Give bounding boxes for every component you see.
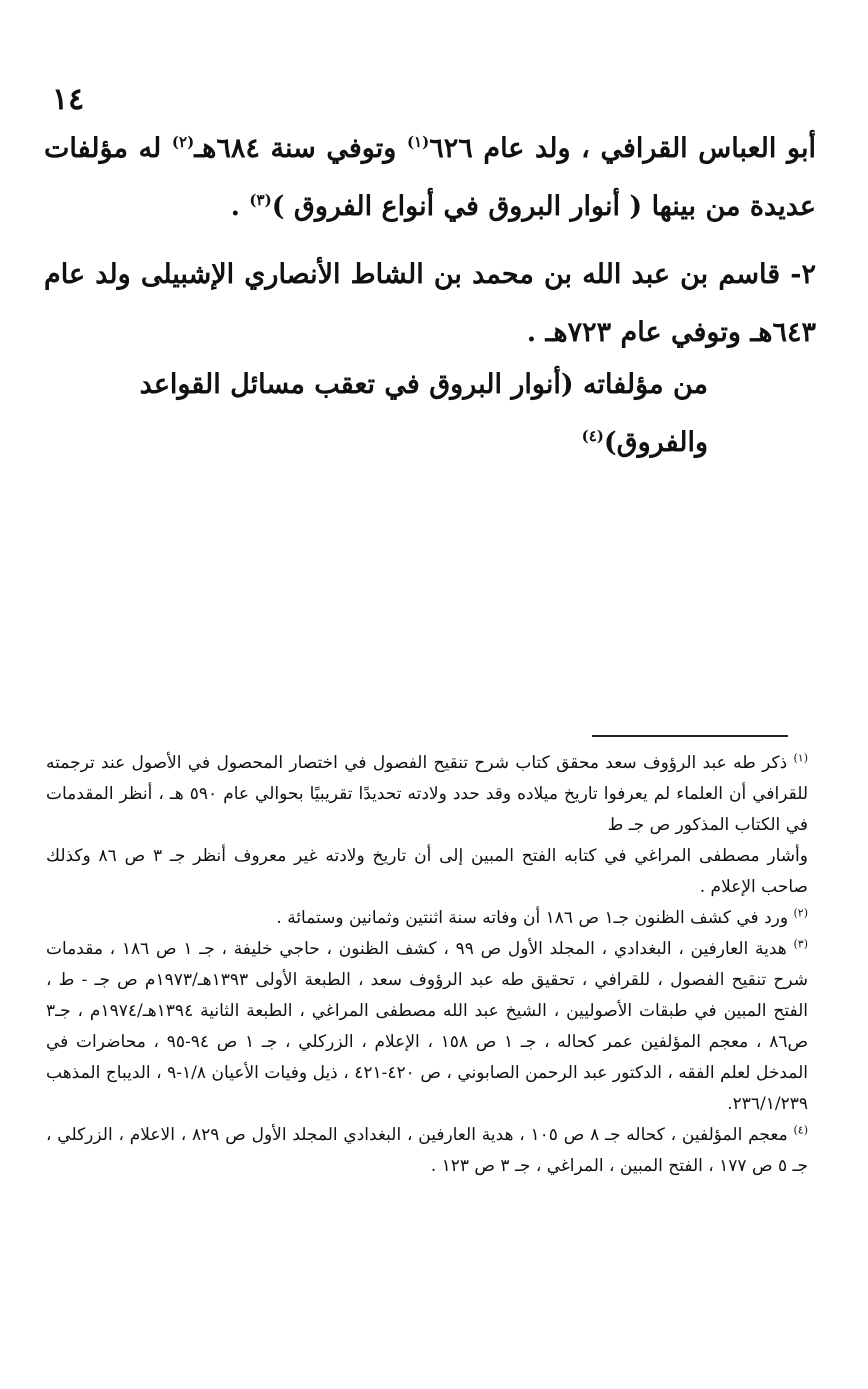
footnote-reference-1[interactable]: (١) (406, 133, 430, 151)
footnote-1 (46, 748, 808, 841)
body-text: له مؤلفات عديدة من بينها ( أنوار البروق في أنواع الفروق ) (44, 133, 816, 222)
footnote-2 (46, 903, 808, 934)
footnote-text: ورد في كشف الظنون جـ١ ص ١٨٦ أن وفاته سنة اثنتين وثمانين وستمائة . (276, 908, 794, 928)
footnote-marker-4: (٤) (793, 1123, 808, 1137)
body-paragraph-2 (44, 246, 816, 362)
body-text: أبو العباس القرافي ، ولد عام ٦٢٦ (429, 133, 816, 164)
body-text: ٢- قاسم بن عبد الله بن محمد بن الشاط الأنصاري الإشبيلى ولد عام ٦٤٣هـ وتوفي عام ٧٢٣هـ . (44, 259, 816, 348)
footnote-text: معجم المؤلفين ، كحاله جـ ٨ ص ١٠٥ ، هدية العارفين ، البغدادي المجلد الأول ص ٨٢٩ ، الاعلام ، الزركلي ، جـ ٥ ص ١٧٧ ، الفتح المبين ، المراغي ، جـ ٣ ص ١٢٣ . (46, 1125, 808, 1176)
footnote-text: وأشار مصطفى المراغي في كتابه الفتح المبين إلى أن تاريخ ولادته غير معروف أنظر جـ ٣ ص ٨٦ وكذلك صاحب الإعلام . (46, 846, 808, 897)
body-text: وتوفي سنة ٦٨٤هـ (194, 133, 407, 164)
footnote-separator (592, 735, 788, 737)
body-paragraph-3 (44, 356, 816, 472)
footnote-marker-2: (٢) (793, 906, 808, 920)
body-paragraph-1 (44, 120, 816, 236)
footnote-reference-2[interactable]: (٢) (171, 133, 195, 151)
footnote-4 (46, 1120, 808, 1182)
footnote-1-continued (46, 841, 808, 903)
footnote-text: ذكر طه عبد الرؤوف سعد محقق كتاب شرح تنقيح الفصول في اختصار المحصول في الأصول عند ترجمته للقرافي أن العلماء لم يعرفوا تاريخ ميلاده وقد حدد ولادته تحديدًا تقريبيًا بحوالي عام ٥٩٠ هـ ، أنظر المقدمات في الكتاب المذكور ص جـ ط (46, 753, 808, 835)
footnote-marker-1: (١) (793, 751, 808, 765)
footnote-marker-3: (٣) (793, 937, 808, 951)
footnote-reference-3[interactable]: (٣) (249, 191, 272, 209)
page-number: ١٤ (52, 82, 85, 117)
footnote-reference-4[interactable]: (٤) (581, 427, 604, 445)
footnote-3 (46, 934, 808, 1120)
body-text: . (230, 191, 250, 222)
footnotes (46, 748, 808, 1182)
footnote-text: هدية العارفين ، البغدادي ، المجلد الأول ص ٩٩ ، كشف الظنون ، حاجي خليفة ، جـ ١ ص ١٨٦ ، مقدمات شرح تنقيح الفصول ، للقرافي ، تحقيق طه عبد الرؤوف سعد ، الطبعة الأولى ١٣٩٣هـ/١٩٧٣م ص جـ - ط ، الفتح المبين في طبقات الأصوليين ، الشيخ عبد الله مصطفى المراغي ، الطبعة الثانية ١٣٩٤هـ/١٩٧٤م ، جـ٣ ص٨٦ ، معجم المؤلفين عمر كحاله ، جـ ١ ص ١٥٨ ، الإعلام ، الزركلي ، جـ ١ ص ٩٤-٩٥ ، محاضرات في المدخل لعلم الفقه ، الدكتور عبد الرحمن الصابوني ، ص ٤٢٠-٤٢١ ، ذيل وفيات الأعيان ١/٨-٩ ، الديباج المذهب ٢٣٦/١/٢٣٩. (46, 939, 809, 1114)
body-text: من مؤلفاته (أنوار البروق في تعقب مسائل القواعد والفروق) (139, 369, 708, 458)
